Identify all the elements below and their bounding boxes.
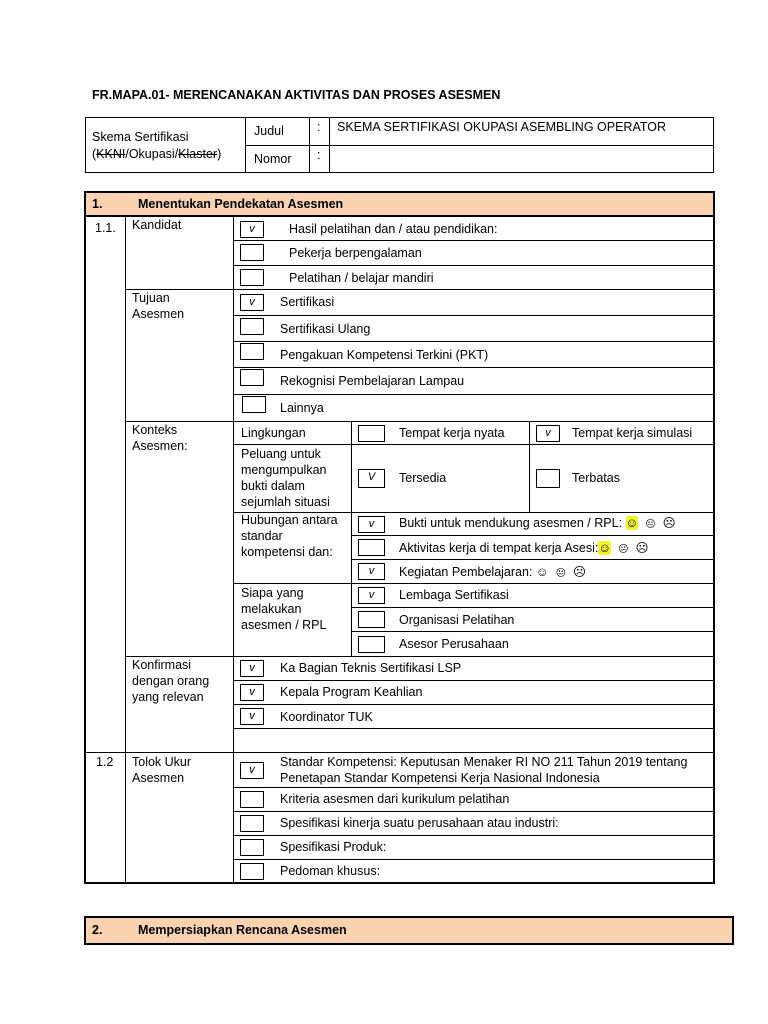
siapa-checkbox-1[interactable]: v — [358, 587, 385, 604]
row-number-1-1: 1.1. — [95, 221, 116, 235]
tolok-item-4: Spesifikasi Produk: — [280, 840, 387, 854]
tujuan-item-4: Rekognisi Pembelajaran Lampau — [280, 374, 465, 388]
lingkungan-option-1: Tempat kerja nyata — [399, 426, 505, 440]
konfirmasi-item-2: Kepala Program Keahlian — [280, 685, 423, 699]
tolok-label: Tolok Ukur Asesmen — [132, 755, 192, 785]
tolok-checkbox-4[interactable] — [240, 839, 264, 856]
tujuan-item-3: Pengakuan Kompetensi Terkini (PKT) — [280, 348, 489, 362]
skema-label: Skema Sertifikasi — [92, 130, 189, 144]
section1-title: Menentukan Pendekatan Asesmen — [138, 197, 344, 211]
tujuan-checkbox-5[interactable] — [242, 396, 266, 413]
tolok-item-1: Standar Kompetensi: Keputusan Menaker RI NO 211 Tahun 2019 tentang Penetapan Standar Kompetensi Kerja Nasional Indonesia — [280, 755, 688, 785]
tolok-item-3: Spesifikasi kinerja suatu perusahaan atau industri: — [280, 816, 559, 830]
tolok-checkbox-3[interactable] — [240, 815, 264, 832]
siapa-label: Siapa yang melakukan asesmen / RPL — [241, 586, 327, 632]
peluang-option-2: Terbatas — [572, 471, 620, 485]
lingkungan-checkbox-1[interactable] — [358, 425, 385, 442]
tolok-checkbox-1[interactable]: v — [240, 762, 264, 779]
konfirmasi-item-1: Ka Bagian Teknis Sertifikasi LSP — [280, 661, 462, 675]
siapa-item-1: Lembaga Sertifikasi — [399, 588, 509, 602]
smiley-sad-icon: ☹ — [573, 565, 587, 579]
tolok-item-5: Pedoman khusus: — [280, 864, 381, 878]
tujuan-checkbox-2[interactable] — [240, 318, 264, 335]
smiley-neutral-icon: 😐 — [555, 568, 567, 579]
kandidat-checkbox-2[interactable] — [240, 244, 264, 261]
tujuan-label: Tujuan Asesmen — [132, 291, 185, 321]
section1-number: 1. — [92, 197, 103, 211]
hubungan-item-3: Kegiatan Pembelajaran: ☺ 😐 ☹ — [399, 565, 587, 579]
tujuan-item-1: Sertifikasi — [280, 295, 335, 309]
judul-value: SKEMA SERTIFIKASI OKUPASI ASEMBLING OPERATOR — [337, 120, 667, 134]
row-number-1-2: 1.2 — [96, 755, 114, 769]
smiley-sad-icon: ☹ — [662, 516, 676, 530]
smiley-neutral-icon: 😐 — [618, 544, 629, 555]
peluang-option-1: Tersedia — [399, 471, 447, 485]
tolok-checkbox-2[interactable] — [240, 791, 264, 808]
hubungan-label: Hubungan antara standar kompetensi dan: — [241, 513, 338, 559]
section2-number: 2. — [92, 923, 103, 937]
kandidat-item-2: Pekerja berpengalaman — [289, 246, 422, 260]
tujuan-item-5: Lainnya — [280, 401, 324, 415]
hubungan-item-2: Aktivitas kerja di tempat kerja Asesi:☺ 😐 ☹ — [399, 541, 649, 555]
skema-types: (KKNI/Okupasi/Klaster) — [92, 147, 222, 161]
hubungan-checkbox-3[interactable]: v — [358, 563, 385, 580]
form-title: FR.MAPA.01- MERENCANAKAN AKTIVITAS DAN PROSES ASESMEN — [92, 88, 501, 102]
peluang-label: Peluang untuk mengumpulkan bukti dalam sejumlah situasi — [241, 447, 330, 509]
hubungan-item-1: Bukti untuk mendukung asesmen / RPL: ☺ 😐 ☹ — [399, 516, 676, 530]
siapa-item-2: Organisasi Pelatihan — [399, 613, 515, 627]
section2-title: Mempersiapkan Rencana Asesmen — [138, 923, 347, 937]
siapa-item-3: Asesor Perusahaan — [399, 637, 509, 651]
hubungan-checkbox-2[interactable] — [358, 539, 385, 556]
judul-label: Judul — [254, 124, 284, 138]
kandidat-checkbox-3[interactable] — [240, 269, 264, 286]
smiley-happy-icon: ☺ — [625, 516, 639, 530]
kandidat-item-3: Pelatihan / belajar mandiri — [289, 271, 434, 285]
tolok-item-2: Kriteria asesmen dari kurikulum pelatihan — [280, 792, 510, 806]
smiley-happy-icon: ☺ — [598, 541, 612, 555]
kandidat-checkbox-1[interactable]: v — [240, 221, 264, 238]
nomor-label: Nomor — [254, 152, 292, 166]
siapa-checkbox-2[interactable] — [358, 611, 385, 628]
lingkungan-option-2: Tempat kerja simulasi — [572, 426, 693, 440]
siapa-checkbox-3[interactable] — [358, 636, 385, 653]
peluang-checkbox-1[interactable]: V — [358, 469, 385, 488]
tujuan-item-2: Sertifikasi Ulang — [280, 322, 371, 336]
konfirmasi-checkbox-3[interactable]: v — [240, 708, 264, 725]
konfirmasi-label: Konfirmasi dengan orang yang relevan — [132, 658, 210, 704]
kandidat-label: Kandidat — [132, 218, 182, 232]
smiley-happy-icon: ☺ — [535, 565, 549, 579]
tujuan-checkbox-4[interactable] — [240, 369, 264, 386]
lingkungan-label: Lingkungan — [241, 426, 306, 440]
lingkungan-checkbox-2[interactable]: v — [536, 425, 560, 442]
judul-colon: : — [317, 120, 321, 134]
konteks-label: Konteks Asesmen: — [132, 423, 188, 453]
tolok-checkbox-5[interactable] — [240, 863, 264, 880]
tujuan-checkbox-3[interactable] — [240, 343, 264, 360]
kandidat-item-1: Hasil pelatihan dan / atau pendidikan: — [289, 222, 498, 236]
peluang-checkbox-2[interactable] — [536, 469, 560, 488]
smiley-neutral-icon: 😐 — [645, 519, 656, 530]
konfirmasi-checkbox-2[interactable]: v — [240, 684, 264, 701]
nomor-colon: : — [317, 148, 321, 162]
tujuan-checkbox-1[interactable]: v — [240, 294, 264, 311]
smiley-sad-icon: ☹ — [635, 541, 649, 555]
konfirmasi-checkbox-1[interactable]: v — [240, 660, 264, 677]
konfirmasi-item-3: Koordinator TUK — [280, 710, 373, 724]
hubungan-checkbox-1[interactable]: v — [358, 516, 385, 533]
